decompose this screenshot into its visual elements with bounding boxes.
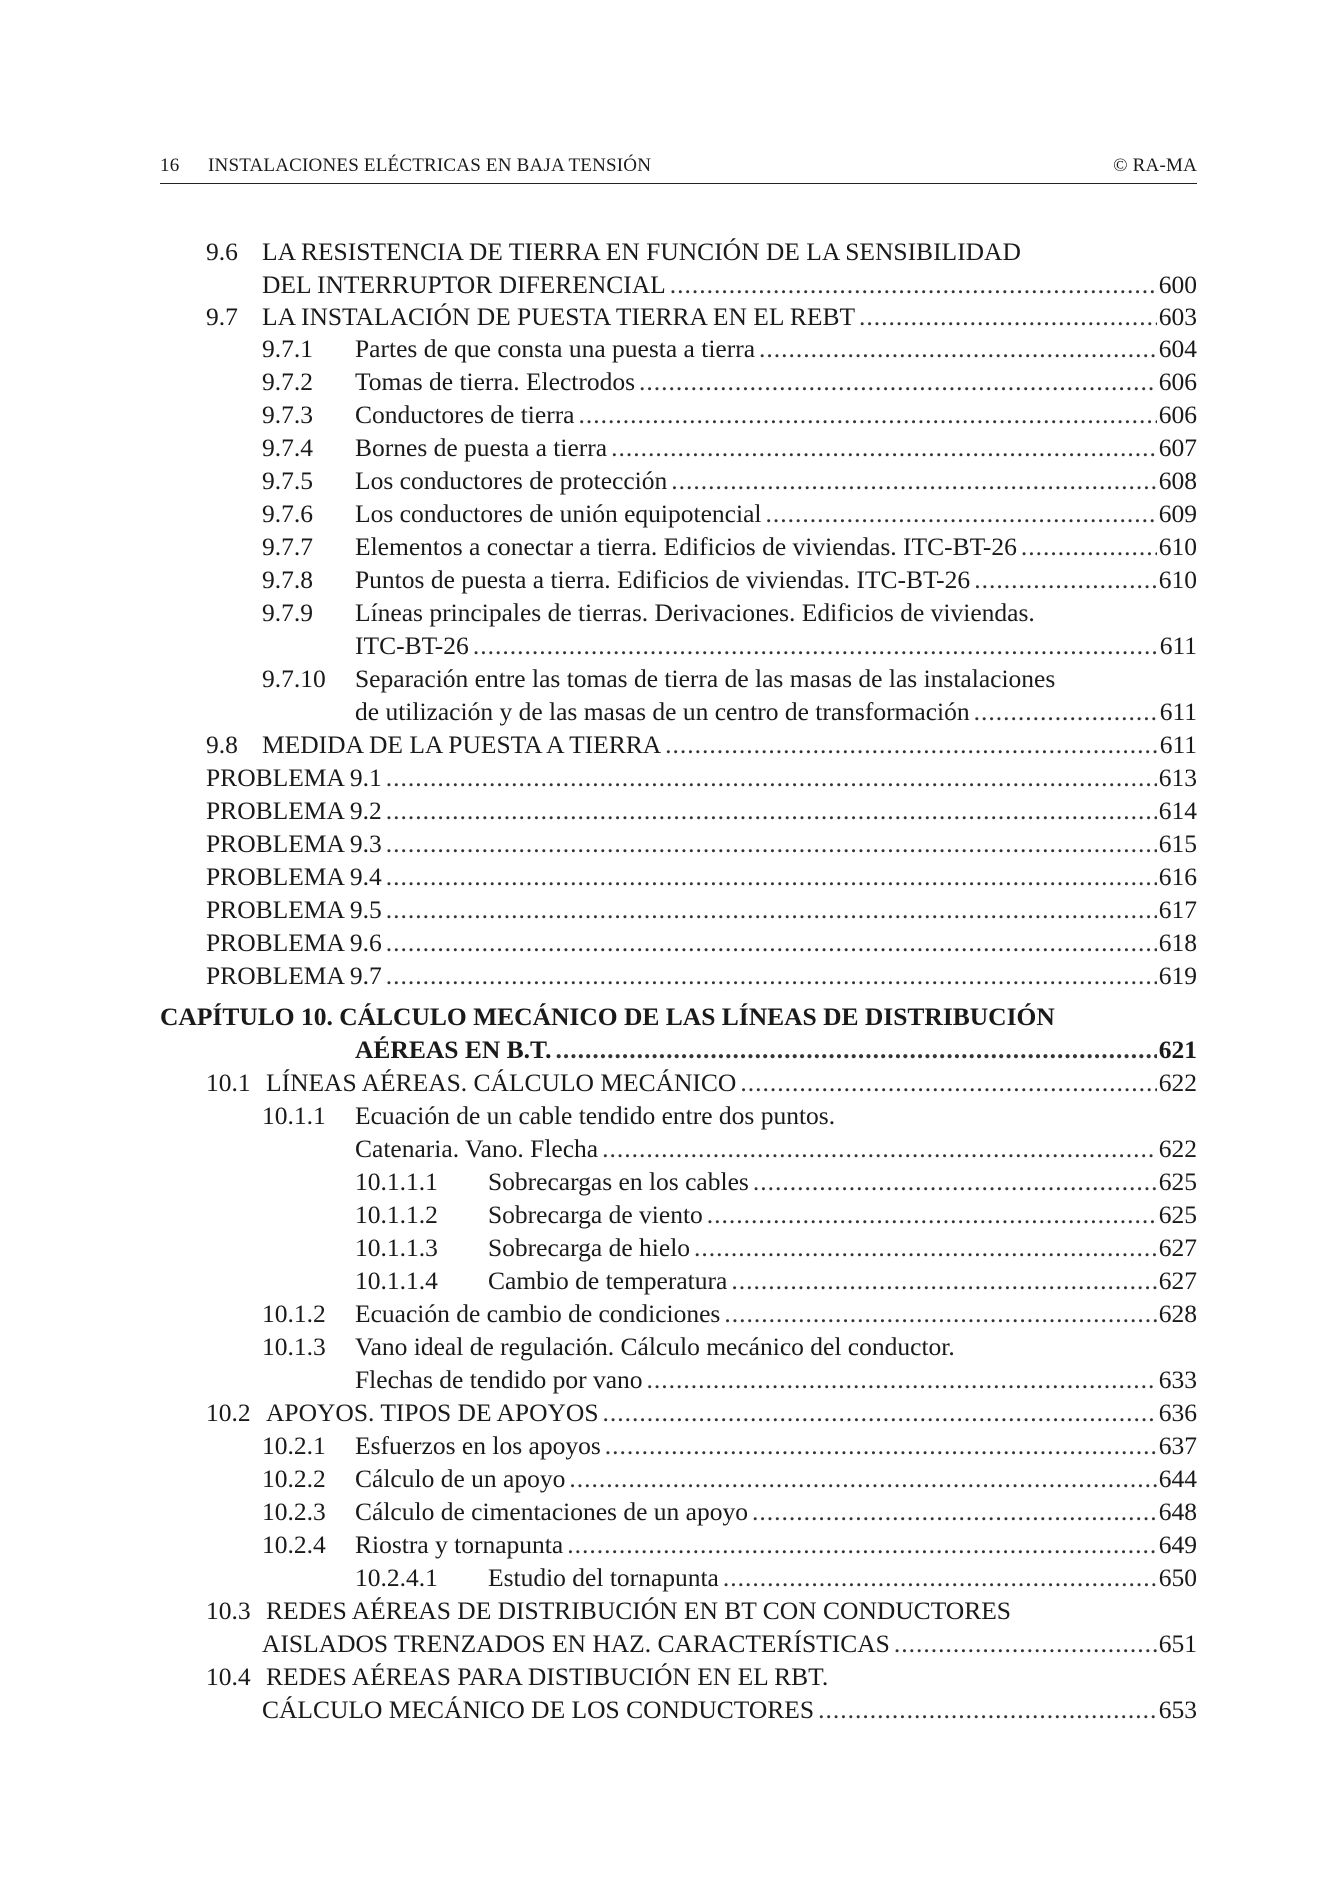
toc-entry-page: 619 [1158,961,1197,990]
toc-entry[interactable] [0,1231,1339,1264]
toc-entry-title: Cálculo de cimentaciones de un apoyo [355,1497,748,1526]
toc-entry[interactable] [0,1363,1339,1396]
toc-entry-title: ITC-BT-26 [355,631,469,660]
toc-entry[interactable] [0,1132,1339,1165]
toc-entry[interactable] [0,926,1339,959]
toc-entry-page: 621 [1158,1035,1197,1064]
toc-dot-leader [752,1495,1157,1528]
toc-entry-title: LÍNEAS AÉREAS. CÁLCULO MECÁNICO [266,1068,737,1097]
toc-entry-title: Tomas de tierra. Electrodos [355,367,636,396]
toc-entry[interactable] [0,1462,1339,1495]
toc-entry-title: Los conductores de protección [355,466,668,495]
toc-entry-page: 622 [1158,1134,1197,1163]
toc-entry-title: MEDIDA DE LA PUESTA A TIERRA [262,730,662,759]
toc-dot-leader [740,1066,1156,1099]
toc-entry-page: 603 [1158,302,1197,331]
toc-entry-title: Puntos de puesta a tierra. Edificios de viviendas. ITC-BT-26 [355,565,971,594]
toc-entry[interactable] [0,761,1339,794]
toc-entry[interactable] [0,300,1339,333]
toc-entry-title: PROBLEMA 9.3 [206,829,382,858]
header-publisher: © RA-MA [1113,155,1197,176]
toc-entry[interactable] [0,1429,1339,1462]
toc-entry[interactable] [0,1396,1339,1429]
toc-entry-title: PROBLEMA 9.7 [206,961,382,990]
toc-dot-leader [386,827,1157,860]
toc-entry[interactable] [0,365,1339,398]
toc-entry-number: 10.1.3 [262,1332,326,1361]
toc-entry[interactable] [0,1627,1339,1660]
toc-entry[interactable] [0,1066,1339,1099]
toc-dot-leader [386,959,1157,992]
toc-dot-leader [753,1165,1157,1198]
toc-entry-title: Líneas principales de tierras. Derivaciones. Edificios de viviendas. [355,598,1035,627]
toc-entry-page: 633 [1158,1365,1197,1394]
toc-entry-title: Elementos a conectar a tierra. Edificios de viviendas. ITC-BT-26 [355,532,1017,561]
toc-dot-leader [974,695,1158,728]
toc-entry-page: 611 [1159,631,1197,660]
toc-entry-title: DEL INTERRUPTOR DIFERENCIAL [262,270,666,299]
toc-dot-leader [647,1363,1157,1396]
toc-entry-page: 600 [1158,270,1197,299]
toc-entry[interactable] [0,235,1339,268]
toc-entry[interactable] [0,596,1339,629]
toc-entry[interactable] [0,1099,1339,1132]
toc-entry[interactable] [0,530,1339,563]
toc-entry-number: 9.7.10 [262,664,326,693]
toc-dot-leader [611,431,1157,464]
toc-entry-number: 9.7.8 [262,565,313,594]
toc-entry[interactable] [0,464,1339,497]
toc-entry-title: REDES AÉREAS DE DISTRIBUCIÓN EN BT CON CONDUCTORES [266,1596,1011,1625]
toc-entry-title: Sobrecargas en los cables [488,1167,749,1196]
toc-entry-number: 9.7.7 [262,532,313,561]
toc-entry-title: Los conductores de unión equipotencial [355,499,762,528]
toc-dot-leader [639,365,1157,398]
toc-entry-page: 611 [1159,730,1197,759]
toc-entry[interactable] [0,1033,1339,1066]
toc-entry[interactable] [0,332,1339,365]
toc-entry[interactable] [0,1561,1339,1594]
toc-entry-page: 627 [1158,1233,1197,1262]
toc-entry[interactable] [0,431,1339,464]
toc-dot-leader [731,1264,1156,1297]
toc-entry-page: 653 [1158,1695,1197,1724]
toc-dot-leader [1021,530,1157,563]
toc-entry[interactable] [0,1264,1339,1297]
toc-entry-number: 10.4 [206,1662,251,1691]
toc-entry-title: PROBLEMA 9.1 [206,763,382,792]
toc-entry-number: 10.1.1 [262,1101,326,1130]
toc-entry-title: CÁLCULO MECÁNICO DE LOS CONDUCTORES [262,1695,815,1724]
toc-entry-title: Cambio de temperatura [488,1266,728,1295]
toc-entry-title: Vano ideal de regulación. Cálculo mecánico del conductor. [355,1332,955,1361]
toc-entry[interactable] [0,1297,1339,1330]
toc-dot-leader [569,1462,1156,1495]
toc-entry-page: 628 [1158,1299,1197,1328]
toc-entry-number: 10.1.1.1 [355,1167,438,1196]
toc-entry-number: 10.2 [206,1398,251,1427]
toc-entry-title: Ecuación de un cable tendido entre dos puntos. [355,1101,836,1130]
toc-entry-page: 606 [1158,367,1197,396]
toc-entry[interactable] [0,1693,1339,1726]
toc-entry-page: 609 [1158,499,1197,528]
toc-dot-leader [665,728,1158,761]
toc-entry-number: 10.2.4 [262,1530,326,1559]
toc-entry-number: 9.7.6 [262,499,313,528]
header-book-title: INSTALACIONES ELÉCTRICAS EN BAJA TENSIÓN [208,155,652,176]
toc-entry-title: Sobrecarga de viento [488,1200,703,1229]
toc-entry-page: 650 [1158,1563,1197,1592]
toc-dot-leader [386,794,1157,827]
toc-entry[interactable] [0,728,1339,761]
toc-entry-title: Bornes de puesta a tierra [355,433,608,462]
toc-entry-page: 610 [1158,565,1197,594]
toc-entry-page: 616 [1158,862,1197,891]
toc-entry[interactable] [0,268,1339,301]
toc-entry-title: CAPÍTULO 10. CÁLCULO MECÁNICO DE LAS LÍNEAS DE DISTRIBUCIÓN [160,1002,1055,1031]
toc-dot-leader [707,1198,1157,1231]
toc-entry-page: 615 [1158,829,1197,858]
toc-entry-title: Partes de que consta una puesta a tierra [355,334,756,363]
toc-entry-title: Conductores de tierra [355,400,575,429]
toc-entry-page: 637 [1158,1431,1197,1460]
toc-entry[interactable] [0,398,1339,431]
toc-dot-leader [386,761,1157,794]
toc-entry-title: AISLADOS TRENZADOS EN HAZ. CARACTERÍSTICAS [262,1629,890,1658]
toc-entry-page: 622 [1158,1068,1197,1097]
toc-entry-title: APOYOS. TIPOS DE APOYOS [266,1398,599,1427]
toc-entry-page: 610 [1158,532,1197,561]
toc-entry[interactable] [0,1330,1339,1363]
toc-entry-title: de utilización y de las masas de un centro de transformación [355,697,970,726]
toc-entry-number: 10.1.1.3 [355,1233,438,1262]
toc-entry[interactable] [0,1165,1339,1198]
toc-dot-leader [605,1429,1157,1462]
toc-entry-number: 9.7.3 [262,400,313,429]
toc-dot-leader [694,1231,1157,1264]
toc-entry-title: PROBLEMA 9.6 [206,928,382,957]
toc-entry-number: 9.7.1 [262,334,313,363]
toc-entry-page: 618 [1158,928,1197,957]
toc-entry-number: 9.8 [206,730,238,759]
toc-entry[interactable] [0,662,1339,695]
toc-entry[interactable] [0,1000,1339,1033]
toc-entry[interactable] [0,827,1339,860]
toc-entry-number: 10.2.1 [262,1431,326,1460]
toc-entry[interactable] [0,629,1339,662]
toc-entry[interactable] [0,794,1339,827]
toc-entry-number: 10.2.4.1 [355,1563,438,1592]
toc-dot-leader [671,464,1156,497]
toc-entry-number: 9.6 [206,237,238,266]
toc-dot-leader [894,1627,1157,1660]
toc-dot-leader [386,926,1157,959]
toc-entry-title: Estudio del tornapunta [488,1563,719,1592]
toc-dot-leader [603,1396,1157,1429]
toc-entry-title: PROBLEMA 9.2 [206,796,382,825]
toc-entry-page: 606 [1158,400,1197,429]
toc-entry-title: Riostra y tornapunta [355,1530,564,1559]
toc-entry-title: LA INSTALACIÓN DE PUESTA TIERRA EN EL REBT [262,302,856,331]
toc-entry[interactable] [0,860,1339,893]
toc-entry-page: 627 [1158,1266,1197,1295]
toc-entry[interactable] [0,695,1339,728]
toc-dot-leader [386,893,1157,926]
toc-dot-leader [765,497,1156,530]
toc-entry-title: AÉREAS EN B.T. [355,1035,552,1064]
toc-dot-leader [602,1132,1157,1165]
toc-entry[interactable] [0,893,1339,926]
toc-entry-title: Esfuerzos en los apoyos [355,1431,601,1460]
toc-dot-leader [386,860,1157,893]
toc-entry-page: 649 [1158,1530,1197,1559]
toc-entry-page: 614 [1158,796,1197,825]
toc-entry[interactable] [0,1198,1339,1231]
toc-entry-title: REDES AÉREAS PARA DISTIBUCIÓN EN EL RBT. [266,1662,829,1691]
toc-entry[interactable] [0,563,1339,596]
toc-entry-title: Sobrecarga de hielo [488,1233,691,1262]
toc-entry-page: 604 [1158,334,1197,363]
toc-entry-page: 613 [1158,763,1197,792]
toc-entry-number: 10.2.2 [262,1464,326,1493]
toc-entry-number: 9.7 [206,302,238,331]
toc-entry-page: 651 [1158,1629,1197,1658]
toc-entry-page: 607 [1158,433,1197,462]
toc-entry-page: 625 [1158,1167,1197,1196]
toc-entry-number: 9.7.5 [262,466,313,495]
toc-entry[interactable] [0,1594,1339,1627]
toc-entry-page: 648 [1158,1497,1197,1526]
toc-entry-title: Flechas de tendido por vano [355,1365,643,1394]
toc-entry-number: 10.1.2 [262,1299,326,1328]
toc-entry[interactable] [0,959,1339,992]
toc-dot-leader [579,398,1157,431]
toc-entry-page: 608 [1158,466,1197,495]
toc-entry-title: PROBLEMA 9.5 [206,895,382,924]
toc-dot-leader [724,1297,1156,1330]
toc-dot-leader [567,1528,1157,1561]
toc-entry-number: 10.2.3 [262,1497,326,1526]
toc-entry-page: 644 [1158,1464,1197,1493]
toc-entry-title: Cálculo de un apoyo [355,1464,566,1493]
toc-entry-number: 9.7.4 [262,433,313,462]
toc-entry-title: Separación entre las tomas de tierra de las masas de las instalaciones [355,664,1056,693]
toc-dot-leader [723,1561,1157,1594]
toc-dot-leader [859,300,1157,333]
toc-entry[interactable] [0,497,1339,530]
toc-entry-number: 9.7.9 [262,598,313,627]
toc-entry-number: 9.7.2 [262,367,313,396]
toc-entry-page: 617 [1158,895,1197,924]
toc-dot-leader [818,1693,1157,1726]
toc-dot-leader [556,1033,1157,1066]
toc-entry[interactable] [0,1660,1339,1693]
toc-entry-title: PROBLEMA 9.4 [206,862,382,891]
toc-entry-page: 636 [1158,1398,1197,1427]
toc-dot-leader [473,629,1158,662]
toc-entry[interactable] [0,1495,1339,1528]
toc-entry-page: 625 [1158,1200,1197,1229]
toc-entry-title: LA RESISTENCIA DE TIERRA EN FUNCIÓN DE LA SENSIBILIDAD [262,237,1021,266]
header-page-number: 16 [160,155,180,176]
toc-entry-page: 611 [1159,697,1197,726]
toc-entry-number: 10.3 [206,1596,251,1625]
toc-entry-number: 10.1.1.4 [355,1266,438,1295]
toc-entry[interactable] [0,1528,1339,1561]
toc-dot-leader [670,268,1157,301]
toc-dot-leader [974,563,1157,596]
toc-entry-title: Ecuación de cambio de condiciones [355,1299,721,1328]
toc-entry-number: 10.1 [206,1068,251,1097]
toc-entry-title: Catenaria. Vano. Flecha [355,1134,599,1163]
toc-entry-number: 10.1.1.2 [355,1200,438,1229]
toc-dot-leader [759,332,1157,365]
